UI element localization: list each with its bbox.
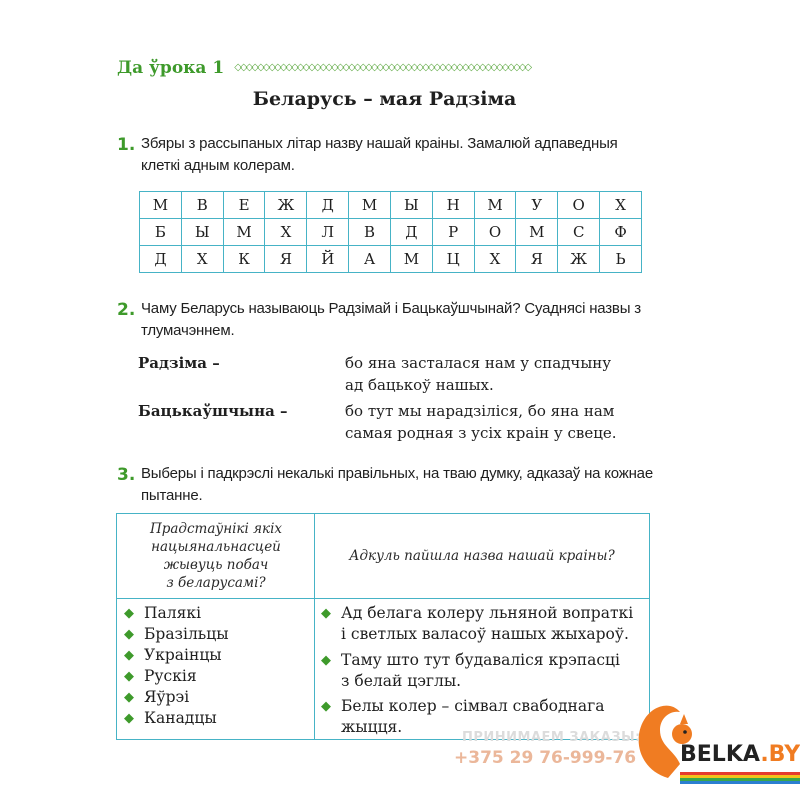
page-title: Беларусь – мая Радзіма (252, 88, 517, 110)
letter-cell[interactable]: Ц (432, 246, 474, 273)
letter-cell[interactable]: Н (432, 192, 474, 219)
diamond-bullet-icon: ◆ (321, 606, 331, 621)
watermark-orders-text: ПРИНИМАЕМ ЗАКАЗЫ: (462, 730, 641, 745)
letter-cell[interactable]: М (390, 246, 432, 273)
letter-cell[interactable]: Ф (600, 219, 642, 246)
letter-grid-row (140, 192, 642, 219)
letter-cell[interactable]: М (349, 192, 391, 219)
letter-cell[interactable]: У (516, 192, 558, 219)
left-question-line: жывуць побач (163, 557, 269, 573)
option-text: Ад белага колеру льняной вопраткі (341, 604, 634, 622)
letter-cell[interactable]: Я (265, 246, 307, 273)
diamond-bullet-icon: ◆ (124, 627, 134, 642)
task-2-number: 2. (117, 300, 136, 320)
left-option[interactable] (124, 624, 229, 645)
left-question-line: Прадстаўнікі якіх (149, 521, 283, 537)
term-batskaushchyna: Бацькаўшчына – (138, 402, 288, 420)
option-text: Белы колер – сімвал свабоднага (341, 697, 605, 715)
term-radzima: Радзіма – (138, 354, 220, 372)
letter-cell[interactable]: Ы (181, 219, 223, 246)
letter-cell[interactable]: О (558, 192, 600, 219)
letter-grid (139, 191, 642, 273)
letter-cell[interactable]: Д (140, 246, 182, 273)
letter-grid-row (140, 219, 642, 246)
letter-cell[interactable]: Ж (558, 246, 600, 273)
letter-cell[interactable]: Х (474, 246, 516, 273)
definition-line: ад бацькоў нашых. (345, 376, 494, 394)
diamond-bullet-icon: ◆ (321, 699, 331, 714)
diamond-bullet-icon: ◆ (124, 648, 134, 663)
diamond-bullet-icon: ◆ (124, 669, 134, 684)
brand-logo (680, 742, 800, 767)
ornament-divider: ◇◇◇◇◇◇◇◇◇◇◇◇◇◇◇◇◇◇◇◇◇◇◇◇◇◇◇◇◇◇◇◇◇◇◇◇◇◇◇◇◇◇◇◇◇◇◇◇◇◇◇◇ (234, 62, 531, 73)
lesson-header (117, 56, 652, 80)
left-option[interactable] (124, 687, 189, 708)
option-text: Палякі (144, 604, 202, 622)
right-option[interactable] (321, 603, 633, 645)
letter-cell[interactable]: С (558, 219, 600, 246)
letter-cell[interactable]: М (223, 219, 265, 246)
letter-cell[interactable]: В (181, 192, 223, 219)
option-text: жыцця. (341, 718, 403, 736)
option-text: і светлых валасоў нашых жыхароў. (341, 625, 629, 643)
definition-line: бо яна засталася нам у спадчыну (345, 354, 612, 372)
letter-cell[interactable]: Р (432, 219, 474, 246)
letter-cell[interactable]: Д (390, 219, 432, 246)
diamond-bullet-icon: ◆ (321, 653, 331, 668)
letter-cell[interactable]: Х (600, 192, 642, 219)
letter-cell[interactable]: М (516, 219, 558, 246)
letter-cell[interactable]: О (474, 219, 516, 246)
right-option[interactable] (321, 650, 620, 692)
task-1-text: Збяры з рассыпаных літар назву нашай краіны. Замалюй адпаведныя клеткі адным колерам. (141, 135, 618, 174)
letter-cell[interactable]: Д (307, 192, 349, 219)
letter-cell[interactable]: Й (307, 246, 349, 273)
option-text: Бразільцы (144, 625, 229, 643)
letter-cell[interactable]: Х (265, 219, 307, 246)
letter-cell[interactable]: Я (516, 246, 558, 273)
letter-cell[interactable]: М (474, 192, 516, 219)
option-text: Канадцы (144, 709, 217, 727)
task-2-text: Чаму Беларусь называюць Радзімай і Бацькаўшчынай? Суаднясі назвы з тлумачэннем. (141, 300, 641, 339)
letter-cell[interactable]: Ы (390, 192, 432, 219)
option-text: Яўрэі (144, 688, 190, 706)
watermark (440, 688, 800, 800)
right-question: Адкуль пайшла назва нашай краіны? (349, 548, 615, 564)
task-3-number: 3. (117, 465, 136, 485)
left-question (123, 520, 309, 592)
definition-line: самая родная з усіх краін у свеце. (345, 424, 617, 442)
diamond-bullet-icon: ◆ (124, 690, 134, 705)
option-text: Таму што тут будаваліся крэпасці (341, 651, 620, 669)
letter-cell[interactable]: Б (140, 219, 182, 246)
letter-cell[interactable]: Ж (265, 192, 307, 219)
brand-stripe (680, 781, 800, 784)
task-3-text: Выберы і падкрэслі некалькі правільных, на тваю думку, адказаў на кожнае пытанне. (141, 465, 653, 504)
lesson-label: Да ўрока 1 (117, 58, 225, 78)
letter-cell[interactable]: Е (223, 192, 265, 219)
table-divider (117, 598, 649, 599)
table-divider (314, 514, 315, 739)
letter-cell[interactable]: Х (181, 246, 223, 273)
option-text: Украінцы (144, 646, 222, 664)
task-1-number: 1. (117, 135, 136, 155)
left-option[interactable] (124, 603, 201, 624)
left-question-line: нацыянальнасцей (151, 539, 281, 555)
letter-cell[interactable]: Ь (600, 246, 642, 273)
letter-cell[interactable]: Л (307, 219, 349, 246)
letter-cell[interactable]: А (349, 246, 391, 273)
letter-cell[interactable]: М (140, 192, 182, 219)
left-option[interactable] (124, 708, 217, 729)
option-text: Рускія (144, 667, 197, 685)
left-option[interactable] (124, 645, 222, 666)
letter-cell[interactable]: В (349, 219, 391, 246)
left-option[interactable] (124, 666, 197, 687)
letter-cell[interactable]: К (223, 246, 265, 273)
brand-suffix: .BY (760, 742, 800, 767)
watermark-phone: +375 29 76-999-76 (454, 748, 637, 768)
diamond-bullet-icon: ◆ (124, 606, 134, 621)
diamond-bullet-icon: ◆ (124, 711, 134, 726)
definition-line: бо тут мы нарадзіліся, бо яна нам (345, 402, 615, 420)
left-question-line: з беларусамі? (166, 575, 266, 591)
letter-grid-row (140, 246, 642, 273)
option-text: з белай цэглы. (341, 672, 462, 690)
brand-main: BELKA (680, 742, 761, 767)
